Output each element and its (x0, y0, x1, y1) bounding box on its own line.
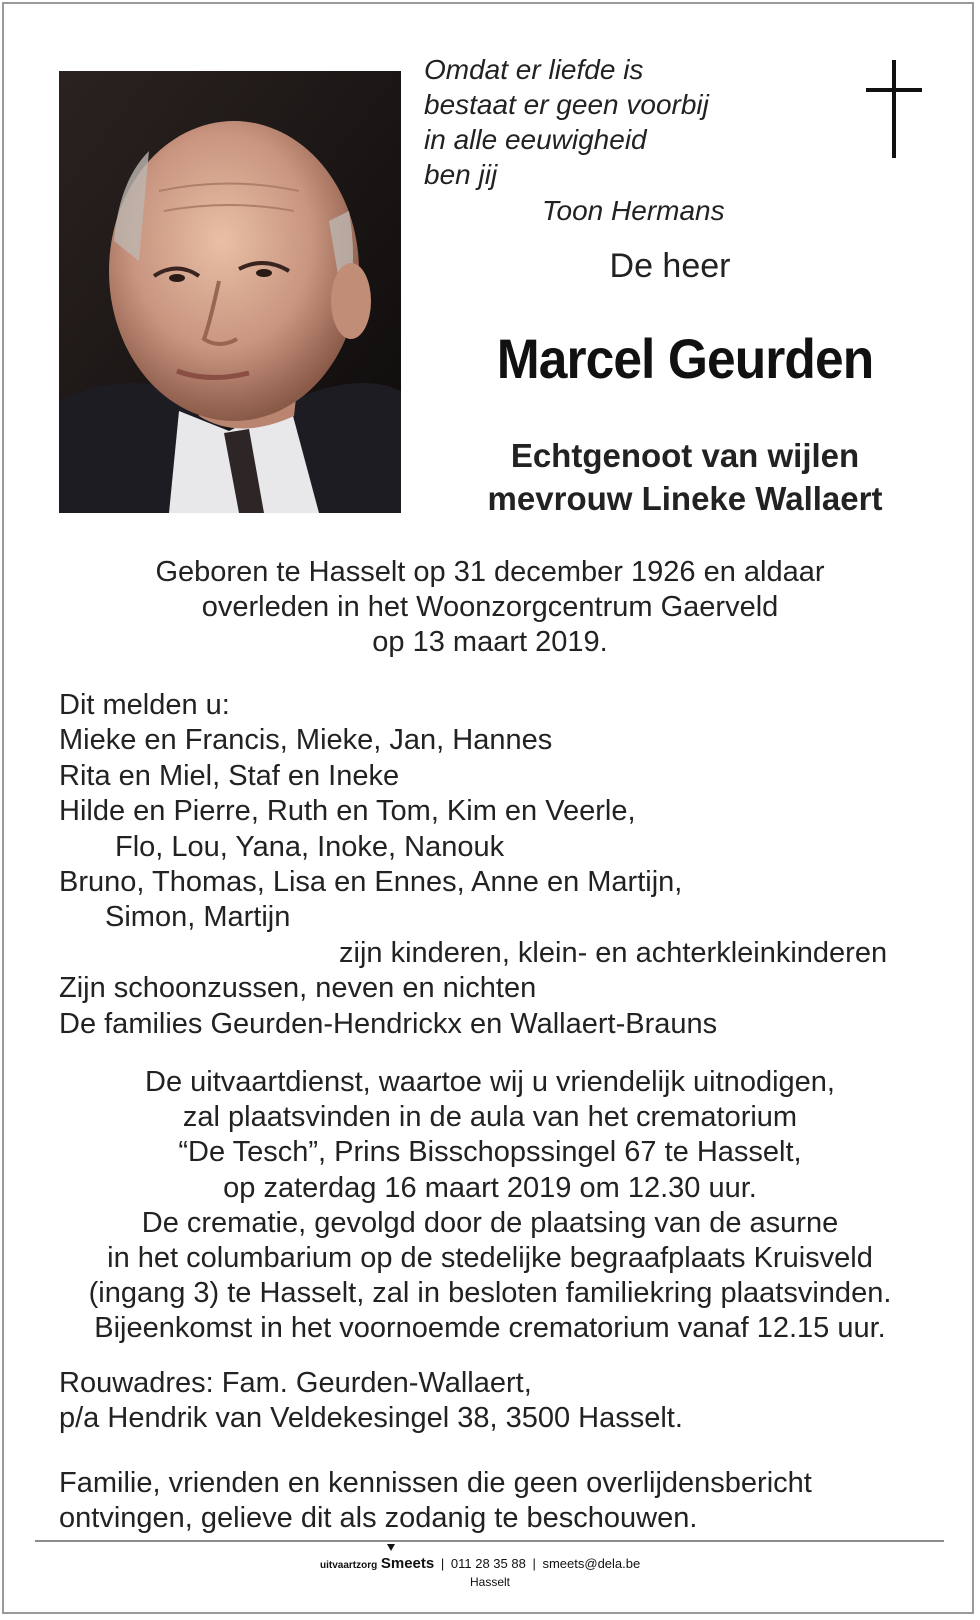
footer-city: Hasselt (469, 1575, 510, 1589)
spouse-info (430, 434, 940, 520)
footer-divider (35, 1540, 944, 1542)
poem-line: in alle eeuwigheid (424, 124, 647, 155)
service-line: De uitvaartdienst, waartoe wij u vriendelijk uitnodigen, (145, 1066, 835, 1098)
funeral-home-footer (320, 1555, 680, 1572)
family-line: Zijn schoonzussen, neven en nichten (59, 972, 537, 1005)
brand-marker-icon (387, 1544, 395, 1551)
service-line: op zaterdag 16 maart 2019 om 12.30 uur. (223, 1171, 757, 1204)
family-line: Flo, Lou, Yana, Inoke, Nanouk (115, 830, 505, 863)
family-intro: Dit melden u: (59, 689, 230, 721)
service-line: in het columbarium op de stedelijke begraafplaats Kruisveld (107, 1242, 873, 1275)
address-line: p/a Hendrik van Veldekesingel 38, 3500 Hasselt. (59, 1402, 683, 1434)
footer-email[interactable]: smeets@dela.be (542, 1556, 641, 1571)
family-announcement (59, 688, 939, 1042)
spouse-line: mevrouw Lineke Wallaert (487, 480, 883, 517)
service-details (40, 1065, 940, 1347)
poem-author: Toon Hermans (542, 195, 725, 226)
address-line: Rouwadres: Fam. Geurden-Wallaert, (59, 1367, 532, 1399)
family-line: De families Geurden-Hendrickx en Wallaert-Brauns (59, 1007, 718, 1040)
footer-prefix: uitvaartzorg (320, 1560, 378, 1571)
footer-separator: | (532, 1556, 536, 1571)
footer-brand-text: Smeets (380, 1555, 435, 1572)
service-line: Bijeenkomst in het voornoemde crematorium vanaf 12.15 uur. (94, 1312, 886, 1345)
poem-quote (424, 52, 784, 228)
family-line: Bruno, Thomas, Lisa en Ennes, Anne en Martijn, (59, 866, 683, 899)
service-line: “De Tesch”, Prins Bisschopssingel 67 te Hasselt, (178, 1136, 802, 1169)
mourning-address (59, 1366, 939, 1436)
family-line: zijn kinderen, klein- en achterkleinkinderen (339, 936, 888, 969)
poem-line: ben jij (424, 159, 498, 190)
family-line: Hilde en Pierre, Ruth en Tom, Kim en Veerle, (59, 795, 636, 828)
poem-line: Omdat er liefde is (424, 54, 644, 85)
family-line: Rita en Miel, Staf en Ineke (59, 759, 400, 792)
poem-line: bestaat er geen voorbij (424, 89, 709, 120)
spouse-line: Echtgenoot van wijlen (510, 437, 860, 474)
birth-death-info (60, 555, 920, 660)
closing-notice (59, 1466, 939, 1536)
portrait-photo (59, 71, 401, 513)
deceased-name: Marcel Geurden (496, 327, 874, 390)
salutation: De heer (609, 247, 731, 285)
birth-death-line: overleden in het Woonzorgcentrum Gaerveld (201, 591, 779, 623)
family-line: Mieke en Francis, Mieke, Jan, Hannes (59, 724, 553, 757)
footer-phone[interactable]: 011 28 35 88 (450, 1556, 526, 1571)
footer-separator: | (440, 1556, 445, 1571)
family-line: Simon, Martijn (105, 901, 291, 934)
notice-line: Familie, vrienden en kennissen die geen overlijdensbericht (59, 1467, 812, 1499)
footer-brand (381, 1555, 434, 1572)
notice-line: ontvingen, gelieve dit als zodanig te beschouwen. (59, 1502, 698, 1534)
service-line: De crematie, gevolgd door de plaatsing van de asurne (141, 1206, 839, 1239)
service-line: zal plaatsvinden in de aula van het crematorium (182, 1101, 798, 1134)
cross-icon (866, 60, 922, 160)
birth-death-line: op 13 maart 2019. (372, 626, 608, 658)
service-line: (ingang 3) te Hasselt, zal in besloten familiekring plaatsvinden. (88, 1277, 892, 1310)
birth-death-line: Geboren te Hasselt op 31 december 1926 en aldaar (155, 556, 825, 588)
